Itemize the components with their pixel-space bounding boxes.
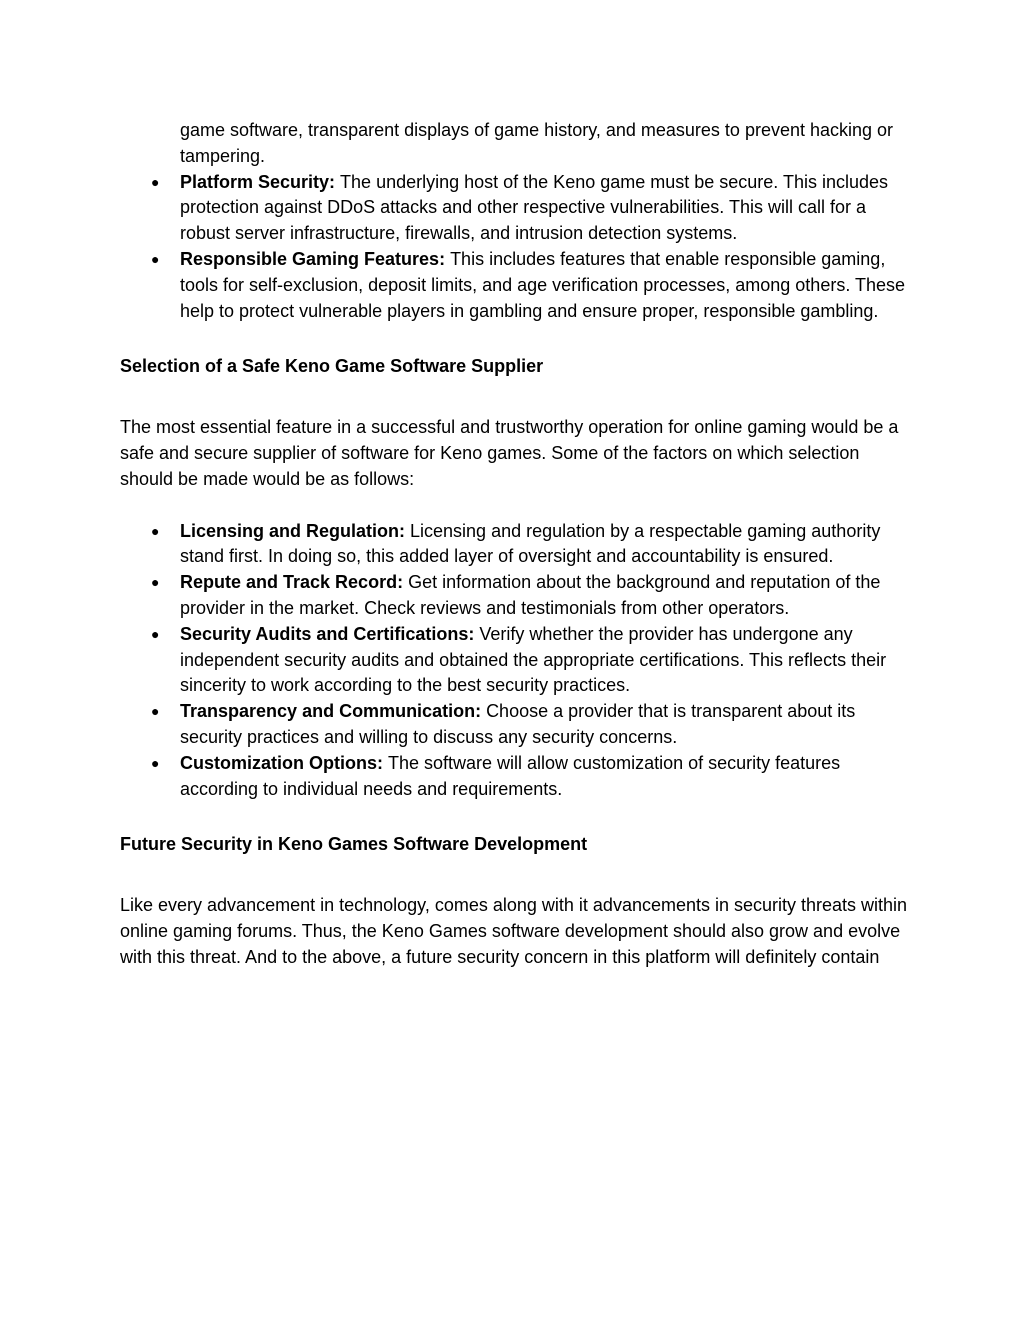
list-item-text: Choose a provider that is transparent about its security practices and willing to discuss any security concerns. — [180, 701, 856, 747]
supplier-criteria-list — [120, 519, 910, 803]
bullet-icon: ● — [151, 522, 160, 539]
list-item-text: Licensing and regulation by a respectable gaming authority stand first. In doing so, this added layer of oversight and accountability is ensured. — [180, 520, 881, 567]
section-heading: Selection of a Safe Keno Game Software Supplier — [120, 356, 544, 377]
section-paragraph: Like every advancement in technology, comes along with it advancements in security threats within online gaming forums. Thus, the Keno Games software development should also grow and evolve with this threat. And to the above, a future security concern in this platform will definitely contain — [120, 895, 908, 967]
list-item-continuation: game software, transparent displays of game history, and measures to prevent hacking or tampering. — [180, 120, 894, 166]
list-item — [120, 751, 910, 803]
list-item — [120, 699, 910, 751]
list-item-term: Customization Options: — [180, 752, 388, 773]
section-heading: Future Security in Keno Games Software Development — [120, 834, 588, 855]
list-item-text: The underlying host of the Keno game must be secure. This includes protection against DDoS attacks and other respective vulnerabilities. This will call for a robust server infrastructure, firewalls, and intrusion detection systems. — [180, 171, 889, 244]
list-item-term: Security Audits and Certifications: — [180, 623, 480, 644]
list-item — [120, 247, 910, 324]
list-item-term: Transparency and Communication: — [180, 701, 487, 722]
bullet-icon: ● — [151, 625, 160, 642]
bullet-icon: ● — [151, 574, 160, 591]
list-item-term: Licensing and Regulation: — [180, 520, 411, 541]
list-item-term: Platform Security: — [180, 171, 341, 192]
list-item — [120, 170, 910, 247]
list-item — [120, 622, 910, 699]
bullet-icon: ● — [151, 173, 160, 190]
list-item — [120, 519, 910, 571]
document-content — [120, 118, 910, 971]
list-item-text: The software will allow customization of security features according to individual needs and requirements. — [180, 752, 841, 799]
bullet-icon: ● — [151, 703, 160, 720]
list-item-text: Verify whether the provider has undergone any independent security audits and obtained the appropriate certifications. This reflects their sincerity to work according to the best security practices. — [180, 623, 887, 696]
bullet-icon: ● — [151, 250, 160, 267]
bullet-icon: ● — [151, 754, 160, 771]
list-item-term: Responsible Gaming Features: — [180, 248, 451, 269]
list-item-text: Get information about the background and reputation of the provider in the market. Check reviews and testimonials from other operators. — [180, 572, 881, 618]
list-item — [120, 570, 910, 622]
list-item-text: This includes features that enable responsible gaming, tools for self-exclusion, deposit limits, and age verification processes, among others. These help to protect vulnerable players in gambling and ensure proper, responsible gambling. — [180, 248, 906, 321]
list-item-term: Repute and Track Record: — [180, 572, 409, 593]
section-paragraph: The most essential feature in a successful and trustworthy operation for online gaming would be a safe and secure supplier of software for Keno games. Some of the factors on which selection should be made would be as follows: — [120, 417, 899, 489]
feature-list — [120, 170, 910, 325]
